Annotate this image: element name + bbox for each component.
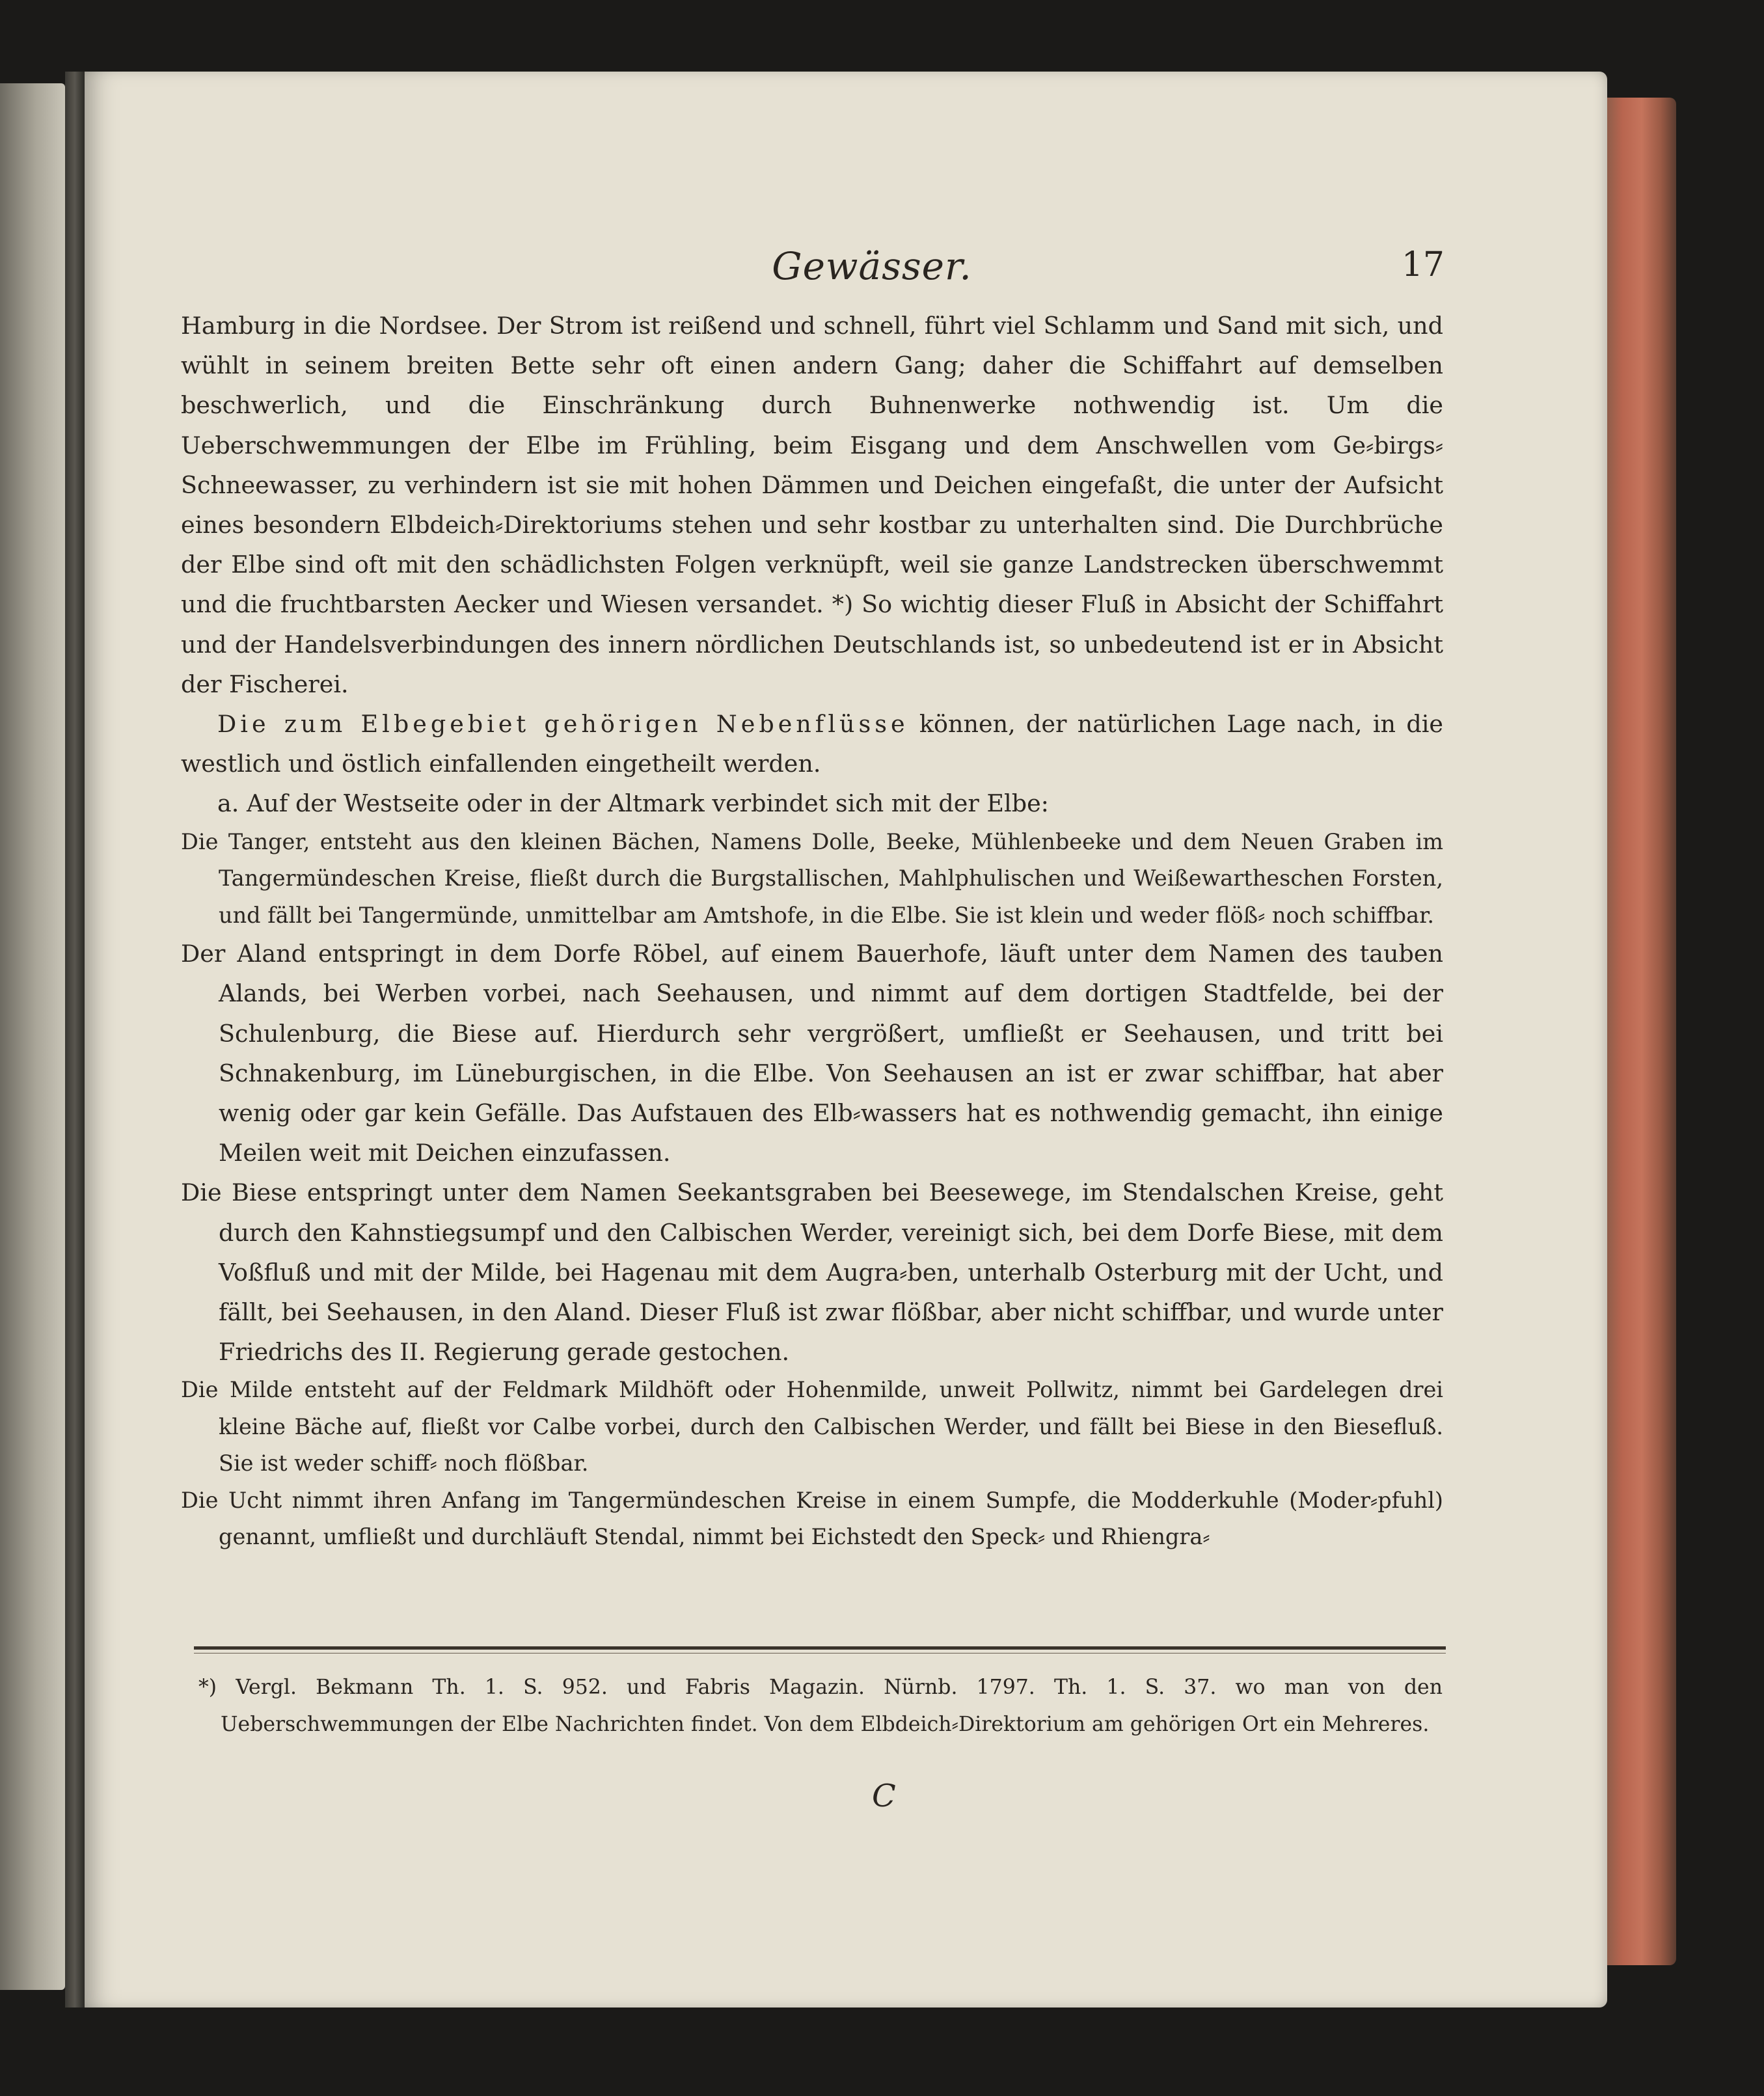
book-page [85,72,1607,2008]
signature-mark: C [872,1778,896,1814]
footnote-text: *) Vergl. Bekmann Th. 1. S. 952. und Fabris Magazin. Nürnb. 1797. Th. 1. S. 37. wo man von den Ueberschwemmungen der Elbe Nachrichten findet. Von dem Elbdeich⸗Direktorium am gehörigen Ort ein Mehreres. [198,1676,1443,1736]
paragraph-westseite: a. Auf der Westseite oder in der Altmark verbindet sich mit der Elbe: [217,789,1049,818]
book-gutter [65,72,85,2008]
paragraph-elbe: Hamburg in die Nordsee. Der Strom ist reißend und schnell, führt viel Schlamm und Sand mit sich, und wühlt in seinem breiten Bette sehr oft einen andern Gang; daher die Schiffahrt auf demselben beschwerlich, und die Einschränkung durch Buhnenwerke nothwendig ist. Um die Ueberschwemmungen der Elbe im Frühling, beim Eisgang und dem Anschwellen vom Ge⸗birgs⸗Schneewasser, zu verhindern ist sie mit hohen Dämmen und Deichen eingefaßt, die unter der Aufsicht eines besondern Elbdeich⸗Direktoriums stehen und sehr kostbar zu unterhalten sind. Die Durchbrüche der Elbe sind oft mit den schädlichsten Folgen verknüpft, weil sie ganze Landstrecken überschwemmt und die fruchtbarsten Aecker und Wiesen versandet. *) So wichtig dieser Fluß in Absicht der Schiffahrt und der Handelsverbindungen des innern nördlichen Deutschlands ist, so unbedeutend ist er in Absicht der Fischerei. [181,312,1443,698]
footnote-rule [194,1646,1446,1650]
entry-milde: Die Milde entsteht auf der Feldmark Mildhöft oder Hohenmilde, unweit Pollwitz, nimmt bei Gardelegen drei kleine Bäche auf, fließt vor Calbe vorbei, durch den Calbischen Werder, und fällt bei Biese in den Biesefluß. Sie ist weder schiff⸗ noch flößbar. [181,1377,1443,1477]
book-cover-edge [1599,98,1676,1965]
nebenfluesse-text: können, der natürlichen Lage nach, in die westlich und östlich einfallenden eingetheilt werden. [181,710,1443,778]
entry-ucht: Die Ucht nimmt ihren Anfang im Tangermündeschen Kreise in einem Sumpfe, die Modderkuhle (Moder⸗pfuhl) genannt, umfließt und durchläuft Stendal, nimmt bei Eichstedt den Speck⸗ und Rhiengra⸗ [181,1487,1443,1550]
facing-page-edge [0,83,65,1990]
paragraph-nebenfluesse [181,704,1443,783]
page-number: 17 [1401,245,1445,284]
running-title: Gewässer. [772,244,972,288]
footnote-rule-thin [194,1653,1446,1654]
footnote [198,1669,1443,1743]
page-header [85,244,1607,303]
entry-aland: Der Aland entspringt in dem Dorfe Röbel, auf einem Bauerhofe, läuft unter dem Namen des tauben Alands, bei Werben vorbei, nach Seehausen, und nimmt auf dem dortigen Stadtfelde, bei der Schulenburg, die Biese auf. Hierdurch sehr vergrößert, umfließt er Seehausen, und tritt bei Schnakenburg, im Lüneburgischen, in die Elbe. Von Seehausen an ist er zwar schiffbar, hat aber wenig oder gar kein Gefälle. Das Aufstauen des Elb⸗wassers hat es nothwendig gemacht, ihn einige Meilen weit mit Deichen einzufassen. [181,940,1443,1167]
main-text [181,306,1443,1556]
entry-tanger: Die Tanger, entsteht aus den kleinen Bächen, Namens Dolle, Beeke, Mühlenbeeke und dem Neuen Graben im Tangermündeschen Kreise, fließt durch die Burgstallischen, Mahlphulischen und Weißewartheschen Forsten, und fällt bei Tangermünde, unmittelbar am Amtshofe, in die Elbe. Sie ist klein und weder flöß⸗ noch schiffbar. [181,828,1443,928]
nebenfluesse-heading: Die zum Elbegebiet gehörigen Nebenflüsse [217,710,909,739]
entry-biese: Die Biese entspringt unter dem Namen Seekantsgraben bei Beesewege, im Stendalschen Kreise, geht durch den Kahnstiegsumpf und den Calbischen Werder, vereinigt sich, bei dem Dorfe Biese, mit dem Voßfluß und mit der Milde, bei Hagenau mit dem Augra⸗ben, unterhalb Osterburg mit der Ucht, und fällt, bei Seehausen, in den Aland. Dieser Fluß ist zwar flößbar, aber nicht schiffbar, und wurde unter Friedrichs des II. Regierung gerade gestochen. [181,1178,1443,1367]
